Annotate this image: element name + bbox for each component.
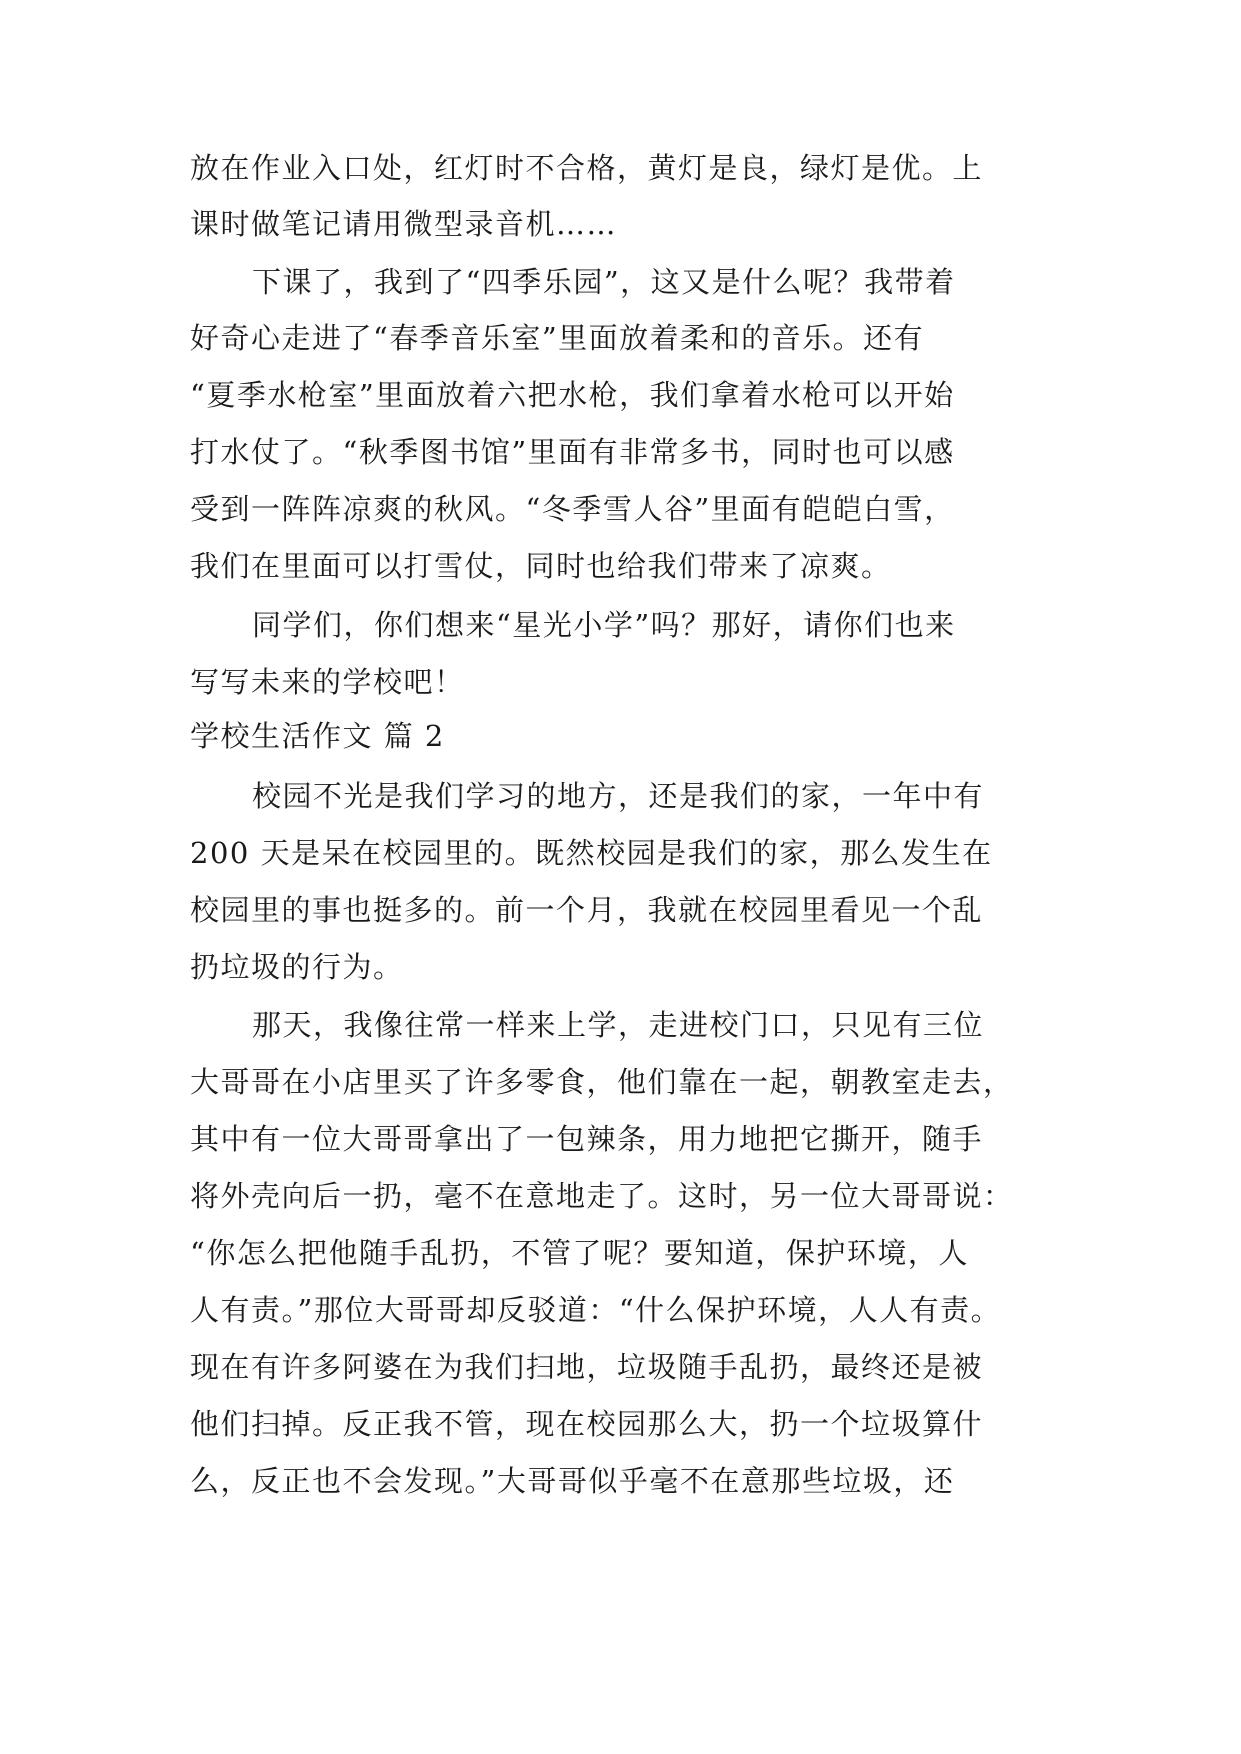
text-line: 好奇心走进了“春季音乐室”里面放着柔和的音乐。还有 [190, 321, 925, 355]
text-line: 课时做笔记请用微型录音机…… [190, 207, 618, 241]
text-line: 打水仗了。“秋季图书馆”里面有非常多书，同时也可以感 [190, 435, 955, 469]
paragraph-start: 那天，我像往常一样来上学，走进校门口，只见有三位 [252, 1008, 985, 1042]
text-line: 200 天是呆在校园里的。既然校园是我们的家，那么发生在 [190, 836, 993, 870]
text-line: 将外壳向后一扔，毫不在意地走了。这时，另一位大哥哥说： [190, 1179, 1014, 1213]
text-line: 我们在里面可以打雪仗，同时也给我们带来了凉爽。 [190, 549, 892, 583]
text-line: 现在有许多阿婆在为我们扫地，垃圾随手乱扔，最终还是被 [190, 1350, 984, 1384]
text-line: 放在作业入口处，红灯时不合格，黄灯是良，绿灯是优。上 [190, 151, 984, 185]
text-line: “夏季水枪室”里面放着六把水枪，我们拿着水枪可以开始 [190, 378, 955, 412]
text-line: 扔垃圾的行为。 [190, 950, 404, 984]
text-line: “你怎么把他随手乱扔，不管了呢？要知道，保护环境，人 [190, 1236, 969, 1270]
section-heading: 学校生活作文 篇 2 [190, 719, 445, 753]
paragraph-start: 同学们，你们想来“星光小学”吗？那好，请你们也来 [252, 608, 956, 642]
paragraph-start: 校园不光是我们学习的地方，还是我们的家，一年中有 [252, 779, 985, 813]
text-line: 其中有一位大哥哥拿出了一包辣条，用力地把它撕开，随手 [190, 1122, 984, 1156]
text-line: 他们扫掉。反正我不管，现在校园那么大，扔一个垃圾算什 [190, 1407, 984, 1441]
text-line: 大哥哥在小店里买了许多零食，他们靠在一起，朝教室走去， [190, 1065, 1014, 1099]
text-line: 人有责。”那位大哥哥却反驳道：“什么保护环境，人人有责。 [190, 1293, 1002, 1327]
text-line: 受到一阵阵凉爽的秋风。“冬季雪人谷”里面有皑皑白雪， [190, 492, 955, 526]
paragraph-start: 下课了，我到了“四季乐园”，这又是什么呢？我带着 [252, 265, 956, 299]
text-line: 么，反正也不会发现。”大哥哥似乎毫不在意那些垃圾，还 [190, 1464, 955, 1498]
text-line: 写写未来的学校吧！ [190, 665, 465, 699]
text-line: 校园里的事也挺多的。前一个月，我就在校园里看见一个乱 [190, 893, 984, 927]
